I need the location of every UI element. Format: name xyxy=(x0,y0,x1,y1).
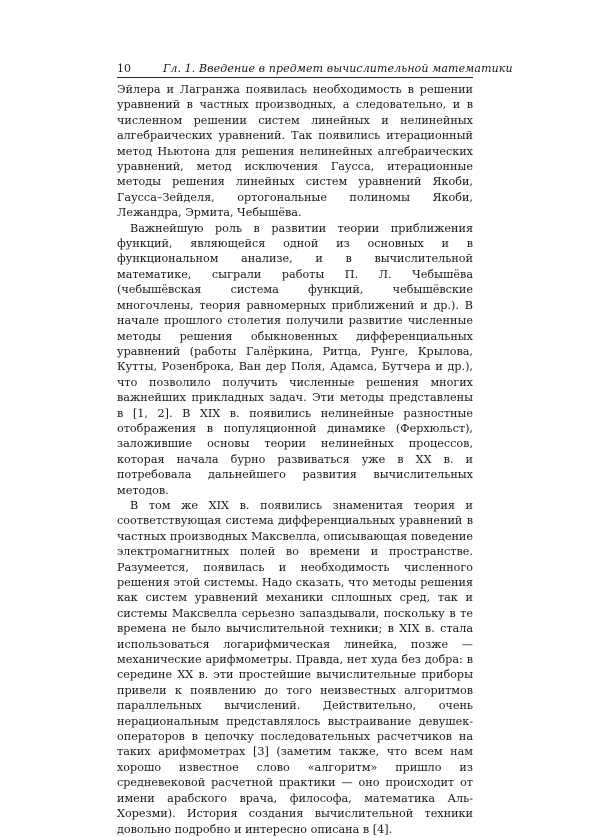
running-head xyxy=(117,60,513,78)
page-number: 10 xyxy=(117,62,131,75)
paragraph-continuation: Эйлера и Лагранжа появилась необходимость в решении уравнений в частных производных, а следовательно, и в численном решении систем линейных и нелинейных алгебраических уравнений. Так появились итерационный метод Ньютона для решения нелинейных алгебраических уравнений, метод исключения Гаусса, итерационные методы решения линейных систем уравнений Якоби, Гаусса–Зейделя, ортогональные полиномы Якоби, Лежандра, Эрмита, Чебышёва. xyxy=(117,83,473,220)
paragraph-approximation-theory: Важнейшую роль в развитии теории приближения функций, являющейся одной из основных и в функциональном анализе, и в вычислительной математике, сыграли работы П. Л. Чебышёва (чебышёвская система функций, чебышёвские многочлены, теория равномерных приближений и др.). В начале прошлого столетия получили развитие численные методы решения обыкновенных дифференциальных уравнений (работы Галёркина, Ритца, Рунге, Крылова, Кутты, Розенброка, Ван дер Поля, Адамса, Бутчера и др.), что позволило получить численные решения многих важнейших прикладных задач. Эти методы представлены в [1, 2]. В XIX в. появились нелинейные разностные отображения в популяционной динамике (Ферхюльст), заложившие основы теории нелинейных процессов, которая начала бурно развиваться уже в XX в. и потребовала дальнейшего развития вычислительных методов. xyxy=(117,221,473,497)
header-rule xyxy=(117,77,473,78)
chapter-title: Гл. 1. Введение в предмет вычислительной математики xyxy=(163,62,513,75)
body-text xyxy=(117,82,473,836)
paragraph-maxwell: В том же XIX в. появились знаменитая теория и соответствующая система дифференциальных уравнений в частных производных Максвелла, описывающая поведение электромагнитных полей во времени и пространстве. Разумеется, появилась и необходимость численного решения этой системы. Надо сказать, что методы решения как систем уравнений механики сплошных сред, так и системы Максвелла серьезно запаздывали, поскольку в те времена не было вычислительной техники; в XIX в. стала использоваться логарифмическая линейка, позже — механические арифмометры. Правда, нет худа без добра: в середине XX в. эти простейшие вычислительные приборы привели к появлению до того неизвестных алгоритмов параллельных вычислений. Действительно, очень нерациональным представлялось выстраивание девушек-операторов в цепочку последовательных расчетчиков на таких арифмометрах [3] (заметим также, что всем нам хорошо известное слово «алгоритм» пришло из средневековой расчетной практики — оно происходит от имени арабского врача, философа, математика Аль-Хорезми). История создания вычислительной техники довольно подробно и интересно описана в [4]. xyxy=(117,498,473,836)
